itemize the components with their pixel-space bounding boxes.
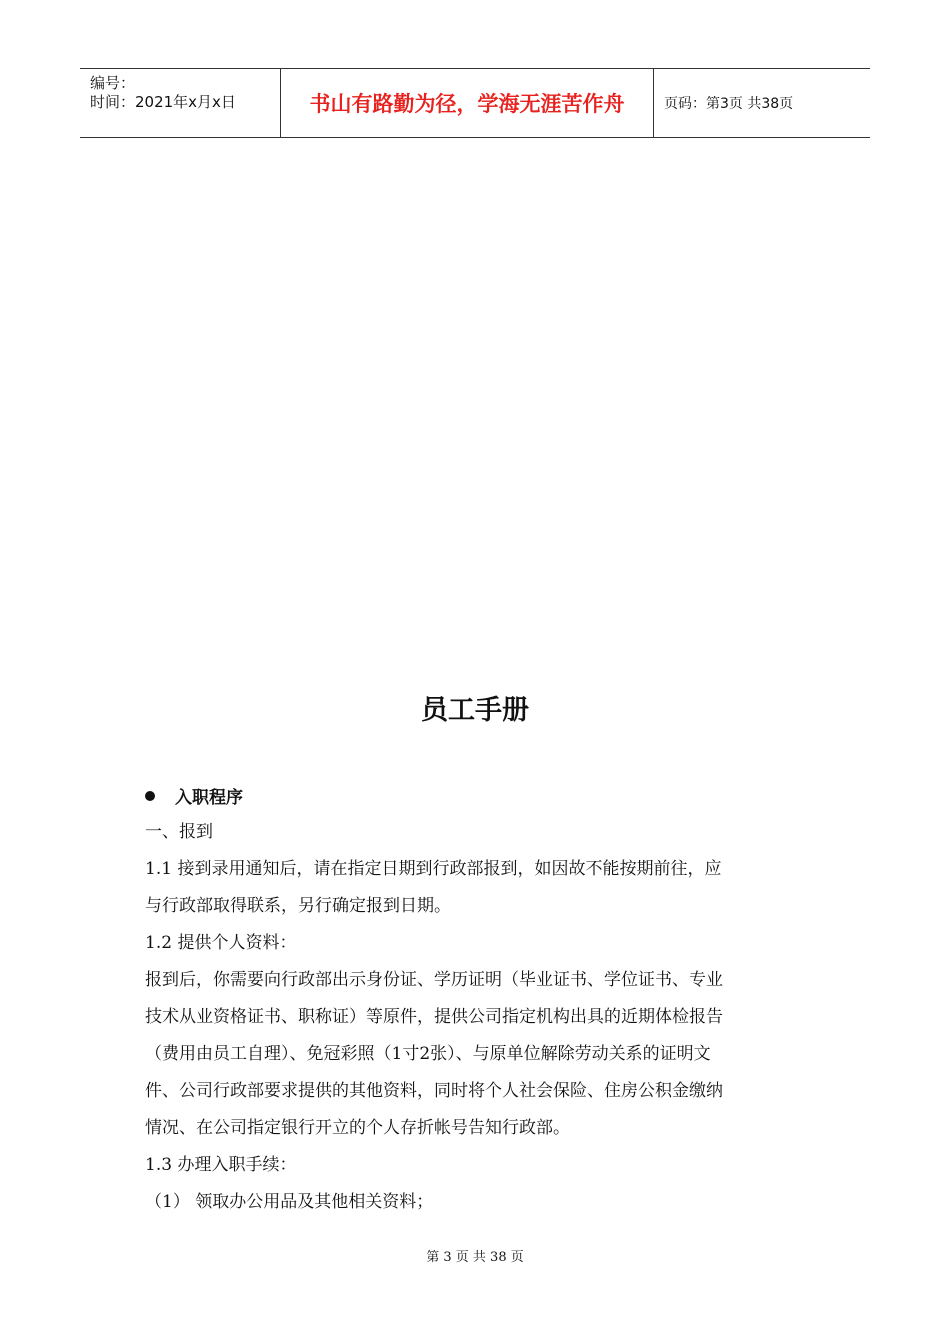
bullet-icon [145,791,155,801]
header-table [80,68,870,138]
document-title: 员工手册 [421,695,529,726]
section-heading [145,783,243,808]
body-line: 一、报到 [145,822,213,842]
body-line: 报到后，你需要向行政部出示身份证、学历证明（毕业证书、学位证书、专业 [145,970,723,990]
header-motto: 书山有路勤为径，学海无涯苦作舟 [281,69,654,137]
header-number-label: 编号： [90,74,136,92]
body-text [145,814,810,1221]
header-time-label: 时间：2021年x月x日 [90,93,236,111]
body-line: 技术从业资格证书、职称证）等原件，提供公司指定机构出具的近期体检报告 [145,1007,723,1027]
body-line: 情况、在公司指定银行开立的个人存折帐号告知行政部。 [145,1118,570,1138]
body-line: 1.2 提供个人资料： [145,933,297,953]
header-page-info: 页码：第3页 共38页 [664,96,794,112]
body-line: （1） 领取办公用品及其他相关资料； [145,1192,434,1212]
body-line: 1.1 接到录用通知后，请在指定日期到行政部报到，如因故不能按期前往，应 [145,859,722,879]
section-heading-text: 入职程序 [175,788,243,808]
header-meta-cell [80,69,281,137]
body-line: 与行政部取得联系，另行确定报到日期。 [145,896,451,916]
body-line: 件、公司行政部要求提供的其他资料，同时将个人社会保险、住房公积金缴纳 [145,1081,723,1101]
body-line: 1.3 办理入职手续： [145,1155,297,1175]
footer-page-number: 第 3 页 共 38 页 [426,1250,524,1265]
body-line: （费用由员工自理）、免冠彩照（1寸2张）、与原单位解除劳动关系的证明文 [145,1044,711,1064]
